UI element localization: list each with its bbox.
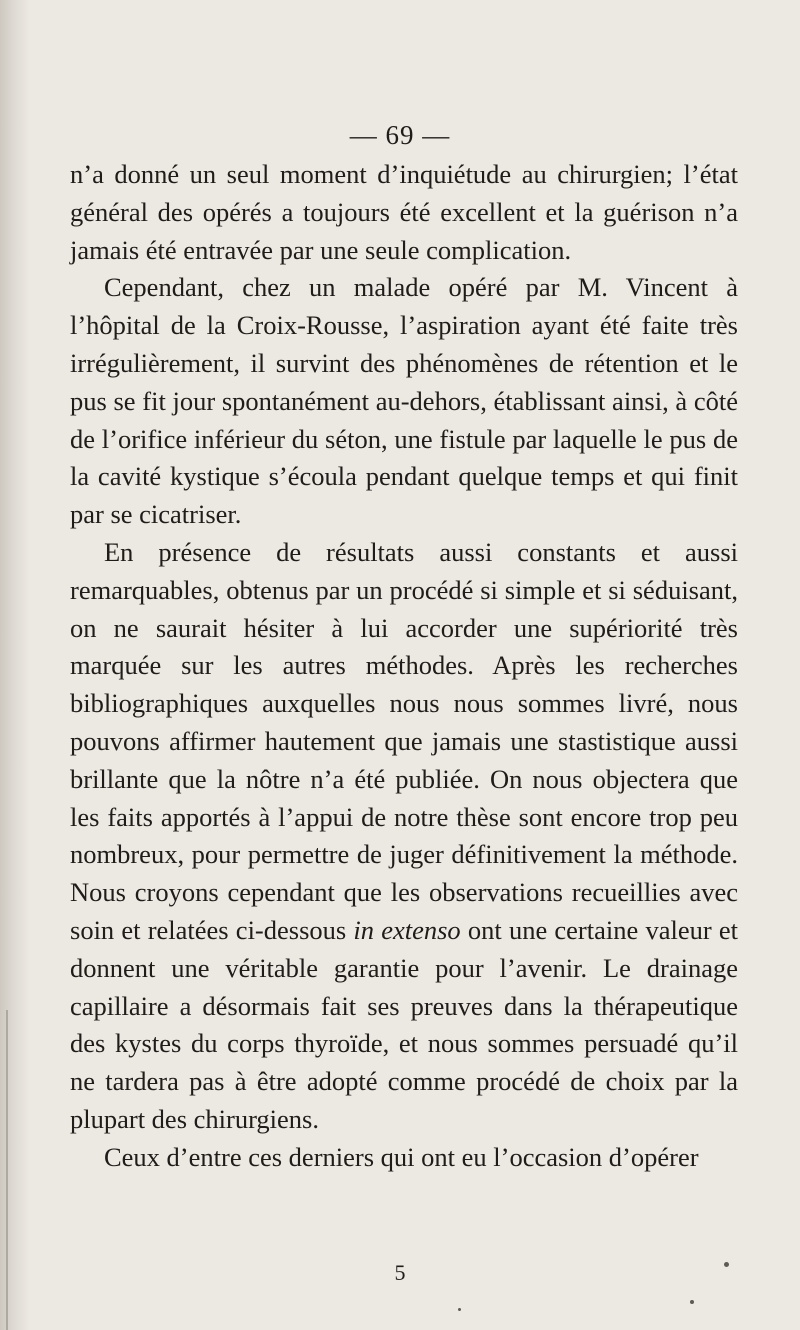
page-number: — 69 — — [349, 120, 451, 150]
body-text — [70, 156, 738, 1177]
printer-signature-mark: 5 — [394, 1260, 406, 1285]
paragraph-3 — [70, 534, 738, 1139]
paragraph-1-continuation: n’a donné un seul moment d’inquiétude au chirurgien; l’état général des opérés a toujours été excellent et la guérison n’a jamais été entravée par une seule complication. — [70, 159, 738, 265]
ink-speck — [458, 1308, 461, 1311]
ink-speck — [690, 1300, 694, 1304]
paragraph-3-part-1: En présence de résultats aussi constants et aussi remarquables, obtenus par un procédé si simple et si séduisant, on ne saurait hésiter à lui accorder une supériorité très marquée sur les autres méthodes. Après les recherches bibliographiques auxquelles nous nous sommes livré, nous pouvons affirmer hautement que jamais une stastistique aussi brillante que la nôtre n’a été publiée. On nous objectera que les faits apportés à l’appui de notre thèse sont encore trop peu nombreux, pour permettre de juger définitivement la méthode. Nous croyons cependant que les observations recueillies avec soin et relatées ci-dessous — [70, 536, 738, 945]
page-gutter-shadow — [0, 0, 30, 1330]
paragraph-2: Cependant, chez un malade opéré par M. Vincent à l’hôpital de la Croix-Rousse, l’aspiration ayant été faite très irrégulièrement, il survint des phénomènes de rétention et le pus se fit jour spontanément au-dehors, établissant ainsi, à côté de l’orifice inférieur du séton, une fistule par laquelle le pus de la cavité kystique s’écoula pendant quelque temps et qui finit par se cicatriser. — [70, 272, 738, 530]
italic-in-extenso: in extenso — [353, 914, 461, 945]
ink-speck — [724, 1262, 729, 1267]
paragraph-4-start: Ceux d’entre ces derniers qui ont eu l’occasion d’opérer — [104, 1141, 699, 1172]
paragraph-3-part-2: ont une certaine valeur et donnent une véritable garantie pour l’avenir. Le drainage capillaire a désormais fait ses preuves dans la thérapeutique des kystes du corps thyroïde, et nous sommes persuadé qu’il ne tardera pas à être adopté comme procédé de choix par la plupart des chirurgiens. — [70, 914, 738, 1134]
